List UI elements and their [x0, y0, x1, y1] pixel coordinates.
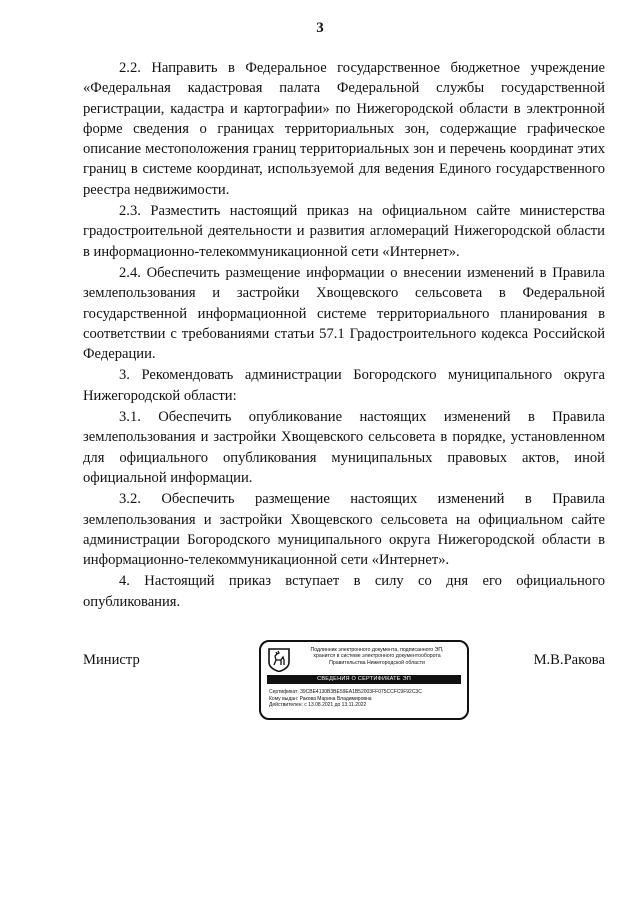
certificate-owner: Кому выдан: Ракова Марина Владимировна [269, 695, 372, 702]
paragraph-3: 3. Рекомендовать администрации Богородского муниципального округа Нижегородской области: [83, 367, 605, 404]
paragraph-2-3: 2.3. Разместить настоящий приказ на официальном сайте министерства градостроительной деятельности и развития агломераций Нижегородской области в информационно-телекоммуникационной сети «Интернет». [83, 203, 605, 260]
stamp-details [269, 689, 465, 709]
certificate-validity: Действителен: с 13.08.2021 до 13.11.2022 [269, 702, 367, 709]
stamp-header: Подлинник электронного документа, подписанного ЭП, хранится в системе электронного документооборота Правительства Нижегородской области [310, 647, 444, 666]
page-number: 3 [316, 20, 324, 36]
document-body [83, 58, 605, 612]
paragraph-2-2: 2.2. Направить в Федеральное государственное бюджетное учреждение «Федеральная кадастровая палата Федеральной службы государственной регистрации, кадастра и картографии» по Нижегородской области в электронной форме сведения о границах территориальных зон, содержащие графическое описание местоположения границ территориальных зон и перечень координат этих границ в системе координат, используемой для ведения Единого государственного реестра недвижимости. [83, 60, 605, 198]
signer-name: М.В.Ракова [533, 652, 605, 668]
certificate-number: Сертификат: 39CBE4130B3BE59EA1B52003FF075CCFC9F92C3C [269, 689, 422, 695]
paragraph-3-1: 3.1. Обеспечить опубликование настоящих изменений в Правила землепользования и застройки Хвощевского сельсовета в порядке, установленном для официального опубликования муниципальных правовых актов, иной официальной информации. [83, 409, 605, 486]
paragraph-4: 4. Настоящий приказ вступает в силу со дня его официального опубликования. [83, 573, 605, 610]
stamp-certificate-bar: СВЕДЕНИЯ О СЕРТИФИКАТЕ ЭП [267, 675, 461, 684]
electronic-signature-stamp [259, 640, 469, 720]
signer-title: Министр [83, 652, 140, 668]
paragraph-3-2: 3.2. Обеспечить размещение настоящих изменений в Правила землепользования и застройки Хвощевского сельсовета на официальном сайте администрации Богородского муниципального округа Нижегородской области в информационно-телекоммуникационной сети «Интернет». [83, 491, 605, 569]
nizhny-novgorod-deer-emblem-icon [268, 648, 290, 672]
paragraph-2-4: 2.4. Обеспечить размещение информации о внесении изменений в Правила землепользования и застройки Хвощевского сельсовета в Федеральной государственной информационной системе территориального планирования в соответствии с требованиями статьи 57.1 Градостроительного кодекса Российской Федерации. [83, 264, 605, 363]
